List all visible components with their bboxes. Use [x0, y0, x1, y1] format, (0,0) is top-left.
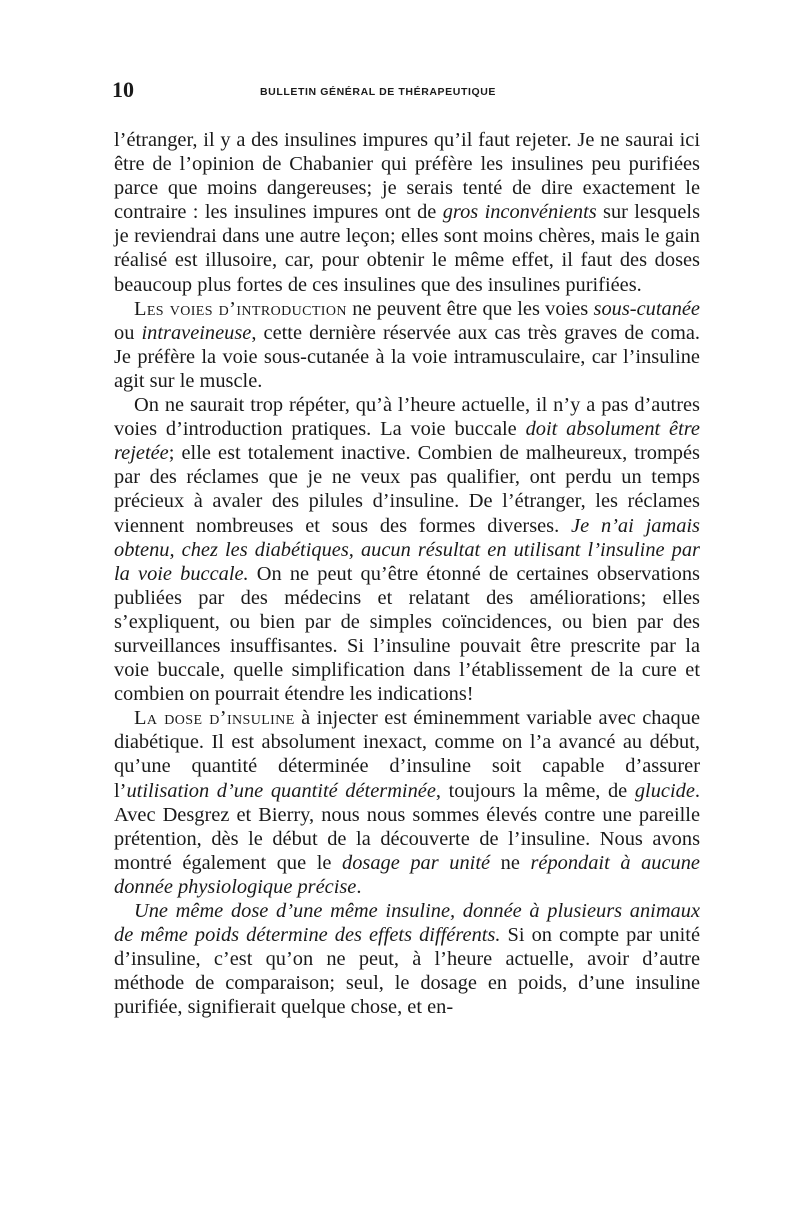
- italic-segment: doit absolument être rejetée: [114, 418, 700, 465]
- text-segment: On ne peut qu’être étonné de certaines observations publiées par des médecins et relatant des améliorations; elles s’expliquent, ou bien par de simples coïncidences, ou bien par des surveillances insuffisantes. Si l’insuline pouvait être prescrite par la voie buccale, quelle simplification dans l’établissement de la cure et combien on pourrait étendre les indications!: [114, 562, 700, 706]
- italic-segment: dosage par unité: [342, 851, 491, 874]
- text-segment: l’étranger, il y a des insulines impures qu’il faut rejeter. Je ne saurai ici être de l’opinion de Chabanier qui préfère les insulines peu purifiées parce que moins dangereuses; je serais tenté de dire exactement le contraire : les insulines impures ont de: [114, 129, 700, 224]
- paragraph-3: [114, 393, 700, 706]
- article-body: [114, 128, 700, 1019]
- text-segment: , cette dernière réservée aux cas très graves de coma. Je préfère la voie sous-cutanée à la voie intramusculaire, car l’insuline agit sur le muscle.: [114, 321, 700, 392]
- page-header: [112, 76, 702, 106]
- section-heading: Les voies d’introduction: [134, 297, 347, 320]
- text-segment: ne peuvent être que les voies: [346, 297, 594, 320]
- italic-segment: gros inconvénients: [442, 201, 597, 224]
- text-segment: ; elle est totalement inactive. Combien de malheureux, trompés par des réclames que je ne veux pas qualifier, ont perdu un temps précieux à avaler des pilules d’insuline. De l’étranger, les réclames viennent nombreuses et sous des formes diverses.: [114, 442, 700, 537]
- italic-segment: utilisation d’une quantité déterminée: [126, 779, 436, 802]
- text-segment: ou: [114, 321, 142, 344]
- text-segment: Si on compte par unité d’insuline, c’est qu’on ne peut, à l’heure actuelle, avoir d’autre méthode de comparaison; seul, le dosage en poids, d’une insuline purifiée, signifierait quelque chose, et en-: [114, 924, 700, 1019]
- paragraph-4: [114, 706, 700, 899]
- italic-segment: sous-cutanée: [593, 297, 700, 320]
- italic-segment: Une même dose d’une même insuline, donnée à plusieurs animaux de même poids détermine des effets différents.: [114, 900, 700, 947]
- paragraph-5: [114, 899, 700, 1019]
- paragraph-2: [114, 297, 700, 393]
- text-segment: , toujours la même, de: [435, 779, 635, 802]
- text-segment: sur lesquels je reviendrai dans une autre leçon; elles sont moins chères, mais le gain réalisé est illusoire, car, pour obtenir le même effet, il faut des doses beaucoup plus fortes de ces insulines que des insulines purifiées.: [114, 201, 700, 296]
- italic-segment: intraveineuse: [141, 321, 252, 344]
- section-heading: La dose d’insuline: [134, 707, 295, 730]
- text-segment: à injecter est éminemment variable avec chaque diabétique. Il est absolument inexact, comme on l’a avancé au début, qu’une quantité déterminée d’insuline soit capable d’assurer l’: [114, 707, 700, 802]
- italic-segment: Je n’ai jamais obtenu, chez les diabétiques, aucun résultat en utilisant l’insuline par la voie buccale.: [114, 514, 700, 585]
- text-segment: On ne saurait trop répéter, qu’à l’heure actuelle, il n’y a pas d’autres voies d’introduction pratiques. La voie buccale: [114, 394, 700, 441]
- italic-segment: glucide: [634, 779, 695, 802]
- text-segment: .: [356, 875, 362, 898]
- italic-segment: répondait à aucune donnée physiologique précise: [114, 851, 700, 898]
- paragraph-1: [114, 128, 700, 297]
- page-number: 10: [112, 77, 134, 102]
- running-title: BULLETIN GÉNÉRAL DE THÉRAPEUTIQUE: [260, 86, 497, 98]
- text-segment: ne: [490, 851, 531, 874]
- text-segment: . Avec Desgrez et Bierry, nous nous sommes élevés contre une pareille prétention, dès le début de la découverte de l’insuline. Nous avons montré également que le: [114, 779, 700, 874]
